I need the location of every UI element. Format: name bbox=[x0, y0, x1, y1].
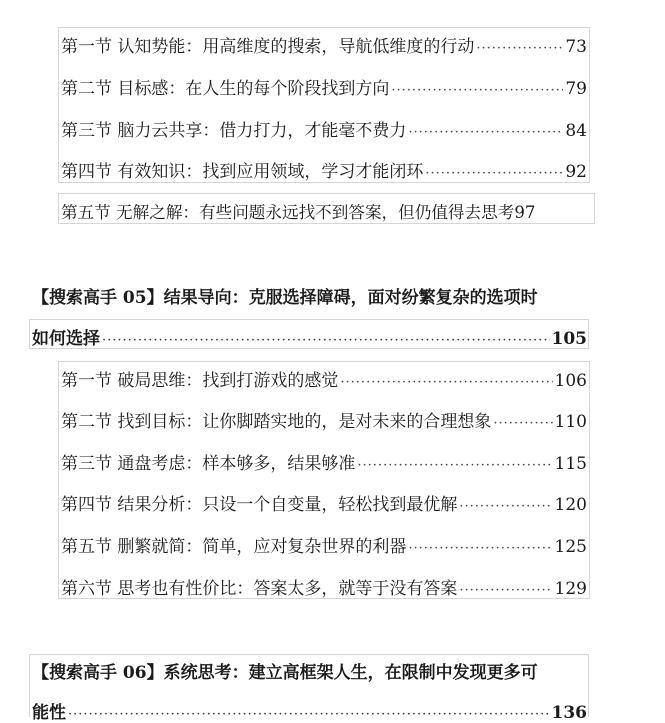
toc-entry-page: 97 bbox=[514, 203, 536, 222]
dot-leader bbox=[357, 458, 552, 473]
toc-entry-page: 84 bbox=[565, 121, 587, 141]
chapter-heading[interactable]: 【搜索高手 06】系统思考：建立高框架人生，在限制中发现更多可 bbox=[32, 663, 538, 683]
toc-entry-page: 92 bbox=[565, 162, 587, 182]
dot-leader bbox=[102, 333, 550, 348]
toc-entry-page: 115 bbox=[554, 454, 587, 474]
toc-entry-page: 120 bbox=[554, 495, 587, 515]
dot-leader bbox=[408, 125, 563, 140]
dot-leader bbox=[68, 707, 550, 722]
dot-leader bbox=[459, 499, 552, 514]
chapter-heading-line2[interactable] bbox=[32, 324, 587, 349]
toc-entry[interactable] bbox=[61, 532, 587, 557]
chapter-page: 136 bbox=[551, 703, 587, 723]
toc-entry-page: 73 bbox=[565, 37, 587, 57]
toc-entry-page: 125 bbox=[554, 537, 587, 557]
toc-entry[interactable] bbox=[61, 407, 587, 432]
toc-entry-title: 第一节 破局思维：找到打游戏的感觉 bbox=[61, 371, 339, 391]
toc-entry[interactable] bbox=[61, 116, 587, 141]
dot-leader bbox=[493, 416, 552, 431]
dot-leader bbox=[391, 83, 563, 98]
dot-leader bbox=[408, 541, 552, 556]
toc-entry[interactable] bbox=[61, 574, 587, 599]
toc-entry[interactable] bbox=[61, 490, 587, 515]
toc-entry-title: 第五节 删繁就简：简单，应对复杂世界的利器 bbox=[61, 537, 407, 557]
toc-entry-page: 129 bbox=[554, 579, 587, 599]
toc-entry-title: 第二节 找到目标：让你脚踏实地的，是对未来的合理想象 bbox=[61, 412, 492, 432]
toc-entry[interactable] bbox=[61, 157, 587, 182]
dot-leader bbox=[459, 583, 552, 598]
dot-leader bbox=[425, 166, 563, 181]
toc-entry[interactable] bbox=[61, 32, 587, 57]
toc-entry[interactable] bbox=[61, 449, 587, 474]
toc-entry-title: 第四节 结果分析：只设一个自变量，轻松找到最优解 bbox=[61, 495, 458, 515]
toc-entry-page: 106 bbox=[554, 371, 587, 391]
toc-entry-title: 第五节 无解之解：有些问题永远找不到答案，但仍值得去思考 bbox=[61, 203, 515, 222]
toc-entry[interactable] bbox=[61, 366, 587, 391]
toc-entry-title: 第二节 目标感：在人生的每个阶段找到方向 bbox=[61, 79, 390, 99]
chapter-heading-line2[interactable] bbox=[32, 698, 587, 723]
chapter-heading-tail: 能性 bbox=[32, 703, 66, 723]
toc-entry-title: 第四节 有效知识：找到应用领域，学习才能闭环 bbox=[61, 162, 424, 182]
toc-entry-title: 第六节 思考也有性价比：答案太多，就等于没有答案 bbox=[61, 579, 458, 599]
toc-box-b bbox=[58, 361, 590, 599]
dot-leader bbox=[476, 41, 563, 56]
chapter-heading-tail: 如何选择 bbox=[32, 329, 100, 349]
toc-entry[interactable] bbox=[61, 74, 587, 99]
toc-entry-title: 第三节 脑力云共享：借力打力，才能毫不费力 bbox=[61, 121, 407, 141]
toc-entry-title: 第一节 认知势能：用高维度的搜索，导航低维度的行动 bbox=[61, 37, 475, 57]
toc-entry[interactable] bbox=[61, 199, 593, 223]
toc-entry-title: 第三节 通盘考虑：样本够多，结果够准 bbox=[61, 454, 356, 474]
dot-leader bbox=[340, 375, 552, 390]
toc-entry-page: 110 bbox=[554, 412, 587, 432]
chapter-heading[interactable]: 【搜索高手 05】结果导向：克服选择障碍，面对纷繁复杂的选项时 bbox=[32, 288, 538, 308]
chapter-page: 105 bbox=[551, 329, 587, 349]
toc-entry-page: 79 bbox=[565, 79, 587, 99]
